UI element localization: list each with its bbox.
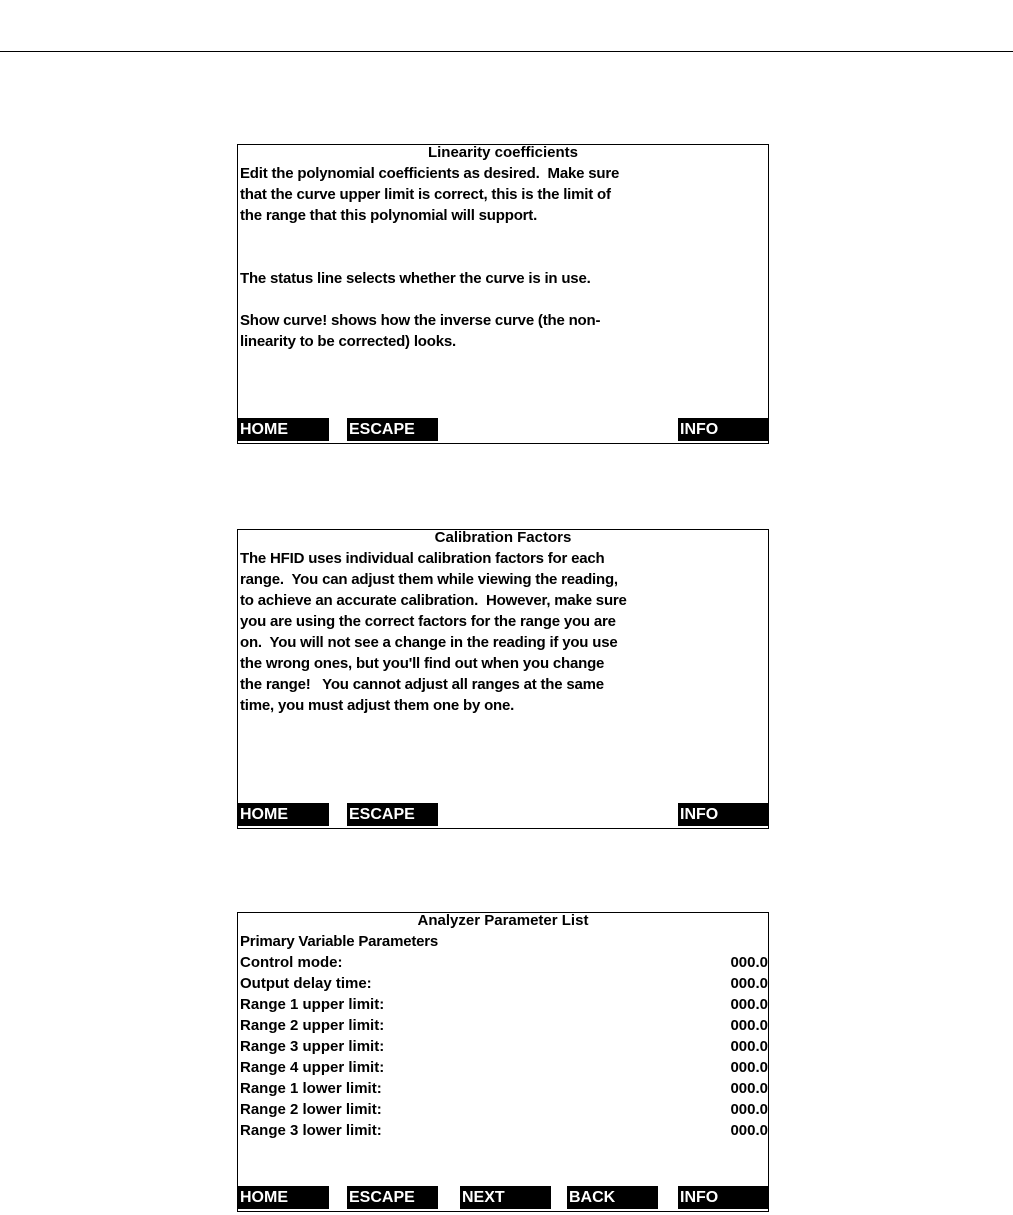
screen-title: Analyzer Parameter List [417, 912, 589, 929]
parameter-row[interactable] [238, 1015, 768, 1036]
help-text-line: Show curve! shows how the inverse curve (the non- [240, 312, 601, 329]
help-text-line: you are using the correct factors for the range you are [240, 613, 616, 630]
parameter-value: 000.0 [730, 975, 768, 992]
parameter-value: 000.0 [730, 1017, 768, 1034]
back-button[interactable]: BACK [567, 1186, 658, 1209]
linearity-coefficients-screen [237, 144, 769, 444]
parameter-row[interactable] [238, 1099, 768, 1120]
escape-button[interactable]: ESCAPE [347, 1186, 438, 1209]
help-text-line: The HFID uses individual calibration factors for each [240, 550, 605, 567]
parameter-label: Range 1 lower limit: [240, 1080, 382, 1097]
help-text-line: to achieve an accurate calibration. However, make sure [240, 592, 627, 609]
section-subtitle: Primary Variable Parameters [240, 933, 439, 950]
parameter-value: 000.0 [730, 996, 768, 1013]
parameter-value: 000.0 [730, 954, 768, 971]
help-text-line: Edit the polynomial coefficients as desired. Make sure [240, 165, 620, 182]
parameter-label: Output delay time: [240, 975, 372, 992]
parameter-row[interactable] [238, 952, 768, 973]
page-header-rule [0, 51, 1013, 52]
analyzer-parameter-list-screen [237, 912, 769, 1212]
parameter-value: 000.0 [730, 1059, 768, 1076]
help-text-line: time, you must adjust them one by one. [240, 697, 515, 714]
parameter-label: Range 2 upper limit: [240, 1017, 385, 1034]
info-button[interactable]: INFO [678, 1186, 769, 1209]
escape-button[interactable]: ESCAPE [347, 803, 438, 826]
help-text-line: linearity to be corrected) looks. [240, 333, 456, 350]
parameter-row[interactable] [238, 1036, 768, 1057]
parameter-row[interactable] [238, 1078, 768, 1099]
parameter-row[interactable] [238, 973, 768, 994]
parameter-value: 000.0 [730, 1101, 768, 1118]
screen-title: Calibration Factors [434, 529, 572, 546]
parameter-value: 000.0 [730, 1038, 768, 1055]
help-text-line: the range that this polynomial will support. [240, 207, 538, 224]
parameter-label: Range 3 lower limit: [240, 1122, 382, 1139]
parameter-label: Control mode: [240, 954, 343, 971]
parameter-value: 000.0 [730, 1080, 768, 1097]
help-text-line: that the curve upper limit is correct, this is the limit of [240, 186, 611, 203]
help-text-line: the wrong ones, but you'll find out when you change [240, 655, 605, 672]
parameter-value: 000.0 [730, 1122, 768, 1139]
info-button[interactable]: INFO [678, 803, 769, 826]
help-text-line: The status line selects whether the curve is in use. [240, 270, 591, 287]
help-text-line: the range! You cannot adjust all ranges at the same [240, 676, 604, 693]
parameter-label: Range 4 upper limit: [240, 1059, 385, 1076]
home-button[interactable]: HOME [238, 418, 329, 441]
calibration-factors-screen [237, 529, 769, 829]
parameter-row[interactable] [238, 1057, 768, 1078]
parameter-row[interactable] [238, 994, 768, 1015]
parameter-label: Range 3 upper limit: [240, 1038, 385, 1055]
home-button[interactable]: HOME [238, 803, 329, 826]
home-button[interactable]: HOME [238, 1186, 329, 1209]
escape-button[interactable]: ESCAPE [347, 418, 438, 441]
info-button[interactable]: INFO [678, 418, 769, 441]
help-text-line: range. You can adjust them while viewing the reading, [240, 571, 618, 588]
parameter-label: Range 2 lower limit: [240, 1101, 382, 1118]
parameter-row[interactable] [238, 1120, 768, 1141]
parameter-label: Range 1 upper limit: [240, 996, 385, 1013]
screen-title: Linearity coefficients [427, 144, 579, 161]
help-text-line: on. You will not see a change in the reading if you use [240, 634, 618, 651]
next-button[interactable]: NEXT [460, 1186, 551, 1209]
